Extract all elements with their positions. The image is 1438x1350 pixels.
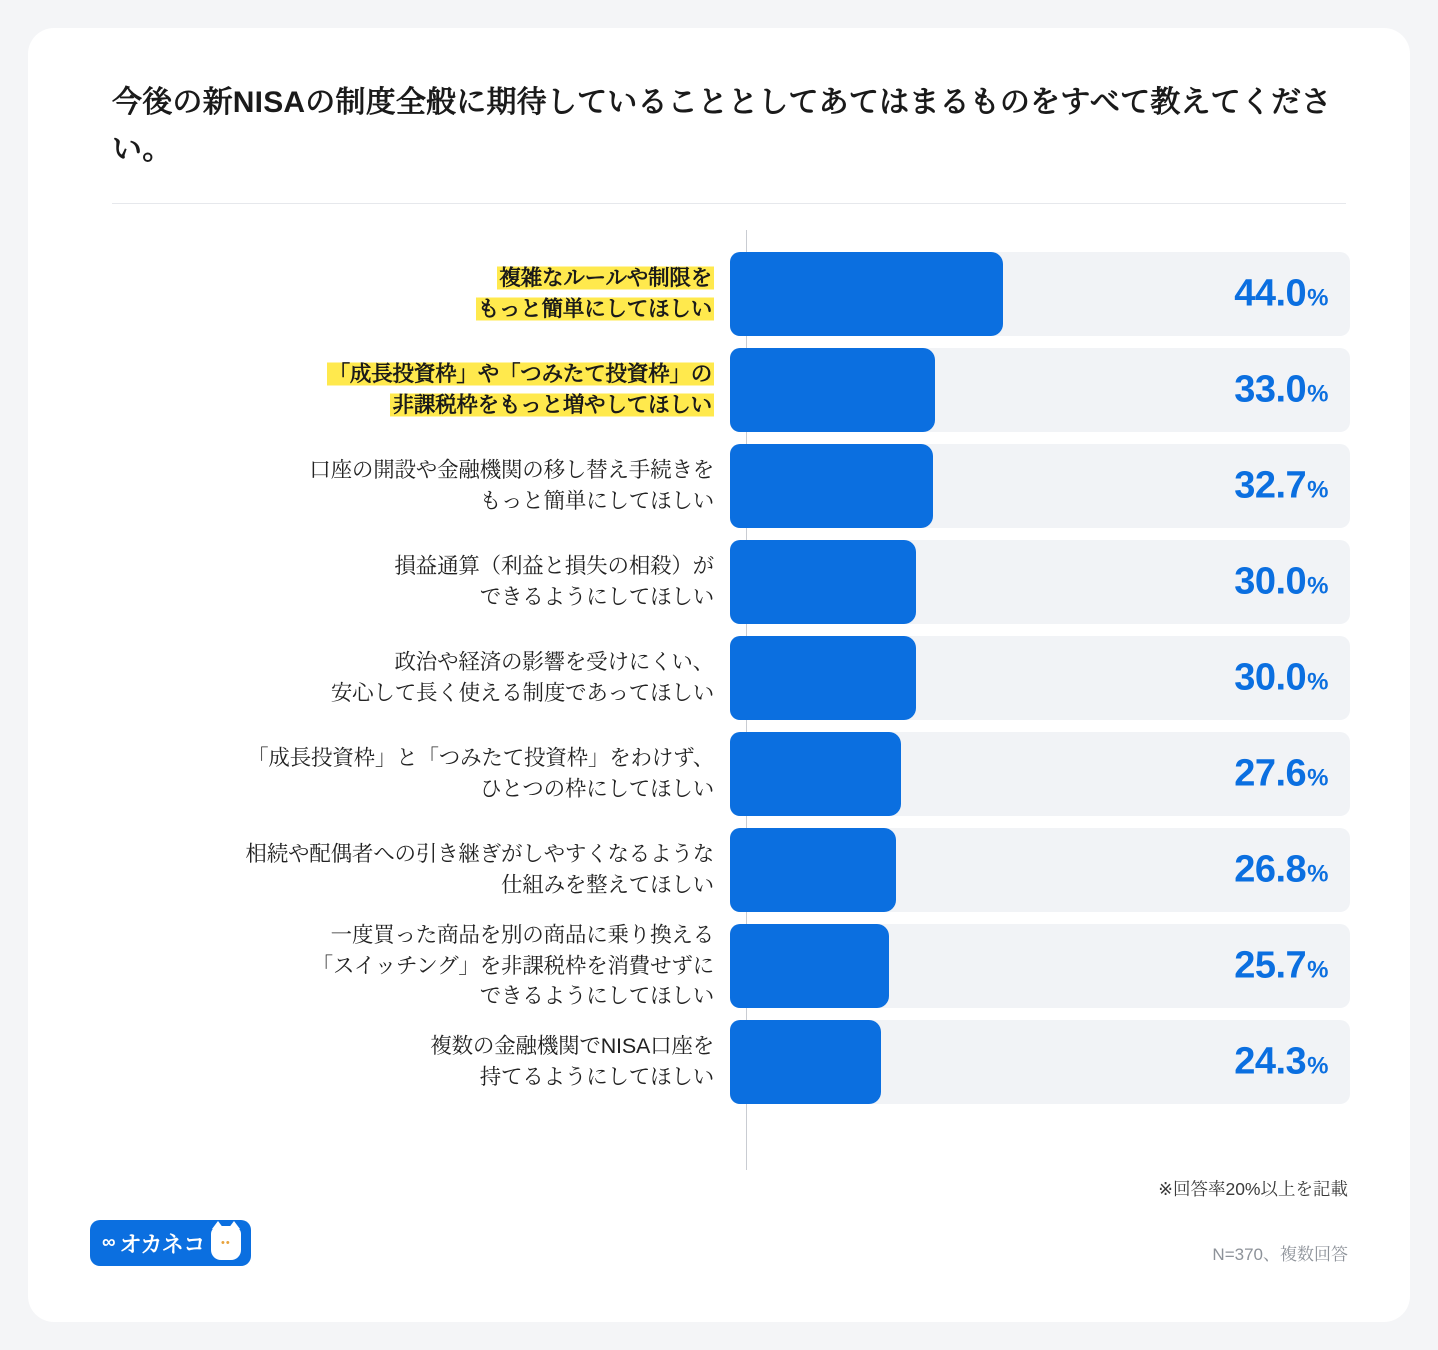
chart-rows [88,252,1350,1104]
row-label-line: 仕組みを整えてほしい [500,873,714,897]
bar [730,540,916,624]
bar-value [1234,657,1328,700]
page-title: 今後の新NISAの制度全般に期待していることとしてあてはまるものをすべて教えてください。 [112,86,1332,166]
percent-sign: % [1307,572,1328,600]
bar [730,924,889,1008]
header-divider [112,203,1346,204]
logo-text: オカネコ [119,1231,205,1257]
bar-value-number: 25.7 [1234,944,1307,987]
bar [730,1020,881,1104]
row-label-line: 「スイッチング」を非課税枠を消費せずに [311,953,714,978]
chart-row [88,924,1350,1008]
percent-sign: % [1307,284,1328,312]
cat-face: •• [221,1237,231,1249]
bar-value [1234,465,1328,508]
bar-area [730,348,1350,432]
bar-value [1234,273,1328,316]
bar [730,828,896,912]
row-label-line [88,359,714,390]
percent-sign: % [1307,764,1328,792]
row-label [88,359,730,420]
cat-mascot-icon [211,1226,241,1260]
row-label-line: 安心して長く使える制度であってほしい [330,681,714,705]
bar-value [1234,369,1328,412]
row-label-line [88,263,714,294]
row-label [88,551,730,612]
row-label-line: できるようにしてほしい [479,585,714,609]
bar-area [730,540,1350,624]
percent-sign: % [1307,380,1328,408]
infinity-icon: ∞ [102,1232,115,1253]
row-label-line: 「成長投資枠」と「つみたて投資枠」をわけず、 [247,746,714,771]
percent-sign: % [1307,860,1328,888]
row-label [88,839,730,900]
row-label [88,263,730,324]
row-label [88,455,730,516]
bar-area [730,1020,1350,1104]
bar-value [1234,1041,1328,1084]
bar-value-number: 26.8 [1234,848,1307,891]
bar-value-number: 24.3 [1234,1040,1307,1083]
row-label-line: 損益通算（利益と損失の相殺）が [394,554,714,579]
row-label-line [88,390,714,421]
bar [730,636,916,720]
bar-area [730,444,1350,528]
bar-area [730,252,1350,336]
row-label-line: 複数の金融機関でNISA口座を [430,1034,714,1059]
row-label-line: 持てるようにしてほしい [479,1065,714,1089]
chart-row [88,636,1350,720]
bar-chart [28,252,1410,1104]
highlighted-text: 複雑なルールや制限を [499,266,712,291]
chart-row [88,252,1350,336]
bar [730,252,1003,336]
okaneko-logo [90,1220,251,1266]
footnote: ※回答率20%以上を記載 [1158,1179,1348,1199]
percent-sign: % [1307,668,1328,696]
highlighted-text: 非課税枠をもっと増やしてほしい [392,393,712,417]
bar-area [730,636,1350,720]
percent-sign: % [1307,1052,1328,1080]
bar-value [1234,753,1328,796]
chart-row [88,828,1350,912]
row-label-line: もっと簡単にしてほしい [479,489,714,513]
bar-area [730,732,1350,816]
row-label [88,647,730,708]
row-label-line: ひとつの枠にしてほしい [480,777,714,801]
chart-row [88,540,1350,624]
row-label-line [88,294,714,325]
bar-value-number: 30.0 [1234,656,1307,699]
chart-row [88,348,1350,432]
bar [730,732,901,816]
bar-value-number: 32.7 [1234,464,1307,507]
percent-sign: % [1307,476,1328,504]
highlighted-text: 「成長投資枠」や「つみたて投資枠」の [328,362,712,387]
chart-row [88,444,1350,528]
bar-value-number: 27.6 [1234,752,1307,795]
bar [730,348,935,432]
row-label-line: できるようにしてほしい [479,984,714,1009]
row-label [88,743,730,804]
highlighted-text: もっと簡単にしてほしい [477,297,712,321]
bar-value-number: 44.0 [1234,272,1307,315]
percent-sign: % [1307,956,1328,984]
row-label [88,1031,730,1092]
bar-area [730,828,1350,912]
row-label-line: 一度買った商品を別の商品に乗り換える [330,923,714,948]
row-label-line: 相続や配偶者への引き継ぎがしやすくなるような [245,842,714,867]
card-header [28,28,1410,204]
sample-size-note: N=370、複数回答 [1212,1245,1348,1264]
bar-area [730,924,1350,1008]
bar-value [1234,561,1328,604]
row-label [88,920,730,1012]
row-label-line: 政治や経済の影響を受けにくい、 [394,650,714,675]
bar-value [1234,945,1328,988]
bar-value-number: 30.0 [1234,560,1307,603]
row-label-line: 口座の開設や金融機関の移し替え手続きを [309,458,714,483]
bar-value [1234,849,1328,892]
chart-row [88,1020,1350,1104]
chart-card [28,28,1410,1322]
chart-row [88,732,1350,816]
bar [730,444,933,528]
bar-value-number: 33.0 [1234,368,1307,411]
